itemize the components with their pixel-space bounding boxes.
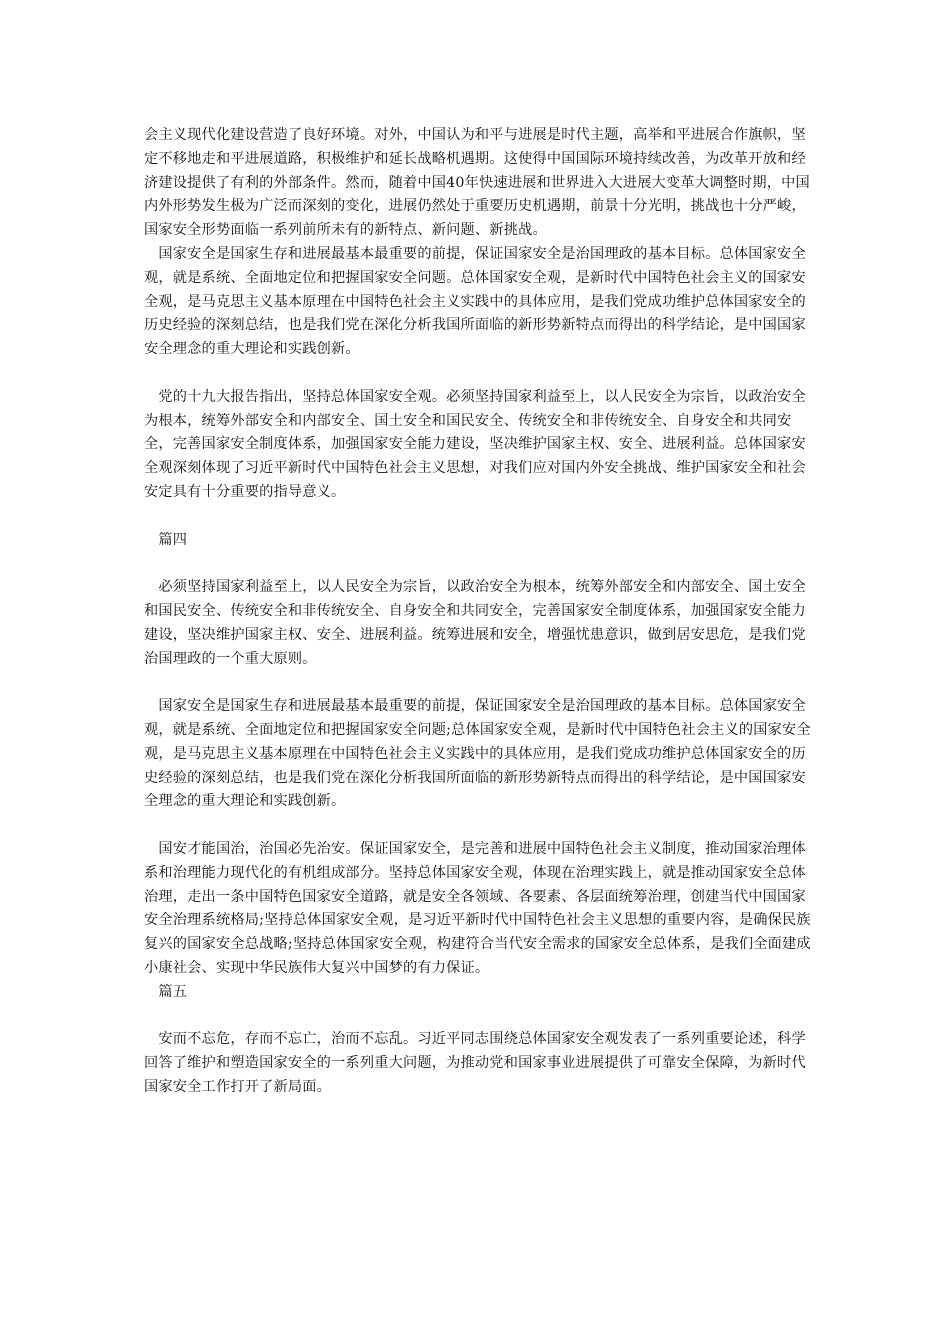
document-body xyxy=(144,124,814,1100)
paragraph-4: 必须坚持国家利益至上，以人民安全为宗旨，以政治安全为根本，统筹外部安全和内部安全、国土安全和国民安全、传统安全和非传统安全、自身安全和共同安全，完善国家安全制度体系，加强国家安全能力建设，坚决维护国家主权、安全、进展利益。统筹进展和安全，增强忧患意识，做到居安思危，是我们党治国理政的一个重大原则。 xyxy=(144,579,806,667)
blank-line xyxy=(144,552,814,576)
paragraph-5: 国家安全是国家生存和进展最基本最重要的前提，保证国家安全是治国理政的基本目标。总体国家安全观，就是系统、全面地定位和把握国家安全问题;总体国家安全观，是新时代中国特色社会主义的国家安全观，是马克思主义基本原理在中国特色社会主义实践中的具体应用，是我们党成功维护总体国家安全的历史经验的深刻总结，也是我们党在深化分析我国所面临的新形势新特点而得出的科学结论，是中国国家安全理念的重大理论和实践创新。 xyxy=(144,698,811,810)
section-heading-4: 篇四 xyxy=(144,531,188,548)
paragraph-2: 国家安全是国家生存和进展最基本最重要的前提，保证国家安全是治国理政的基本目标。总体国家安全观，就是系统、全面地定位和把握国家安全问题。总体国家安全观，是新时代中国特色社会主义的国家安全观，是马克思主义基本原理在中国特色社会主义实践中的具体应用，是我们党成功维护总体国家安全的历史经验的深刻总结，也是我们党在深化分析我国所面临的新形势新特点而得出的科学结论，是中国国家安全理念的重大理论和实践创新。 xyxy=(144,245,806,358)
blank-line xyxy=(144,362,814,386)
paragraph-1: 会主义现代化建设营造了良好环境。对外，中国认为和平与进展是时代主题，高举和平进展合作旗帜，坚定不移地走和平进展道路，积极维护和延长战略机遇期。这使得中国国际环境持续改善，为改革开放和经济建设提供了有利的外部条件。然而，随着中国40年快速进展和世界进入大进展大变革大调整时期，中国内外形势发生极为广泛而深刻的变化，进展仍然处于重要历史机遇期，前景十分光明，挑战也十分严峻，国家安全形势面临一系列前所未有的新特点、新问题、新挑战。 xyxy=(144,127,810,239)
blank-line xyxy=(144,1004,814,1028)
paragraph-7: 安而不忘危，存而不忘亡，治而不忘乱。习近平同志围绕总体国家安全观发表了一系列重要论述，科学回答了维护和塑造国家安全的一系列重大问题，为推动党和国家事业进展提供了可靠安全保障，为新时代国家安全工作打开了新局面。 xyxy=(144,1031,806,1095)
blank-line xyxy=(144,814,814,838)
blank-line xyxy=(144,671,814,695)
section-heading-5: 篇五 xyxy=(144,983,188,1000)
blank-line xyxy=(144,505,814,529)
paragraph-3: 党的十九大报告指出，坚持总体国家安全观。必须坚持国家利益至上，以人民安全为宗旨，以政治安全为根本，统筹外部安全和内部安全、国土安全和国民安全、传统安全和非传统安全、自身安全和共同安全，完善国家安全制度体系，加强国家安全能力建设，坚决维护国家主权、安全、进展利益。总体国家安全观深刻体现了习近平新时代中国特色社会主义思想，对我们应对国内外安全挑战、维护国家安全和社会安定具有十分重要的指导意义。 xyxy=(144,388,806,500)
paragraph-6: 国安才能国治，治国必先治安。保证国家安全，是完善和进展中国特色社会主义制度，推动国家治理体系和治理能力现代化的有机组成部分。坚持总体国家安全观，体现在治理实践上，就是推动国家安全总体治理，走出一条中国特色国家安全道路，就是安全各领域、各要素、各层面统筹治理，创建当代中国国家安全治理系统格局;坚持总体国家安全观，是习近平新时代中国特色社会主义思想的重要内容，是确保民族复兴的国家安全总战略;坚持总体国家安全观，构建符合当代安全需求的国家安全总体系，是我们全面建成小康社会、实现中华民族伟大复兴中国梦的有力保证。 xyxy=(144,840,811,976)
